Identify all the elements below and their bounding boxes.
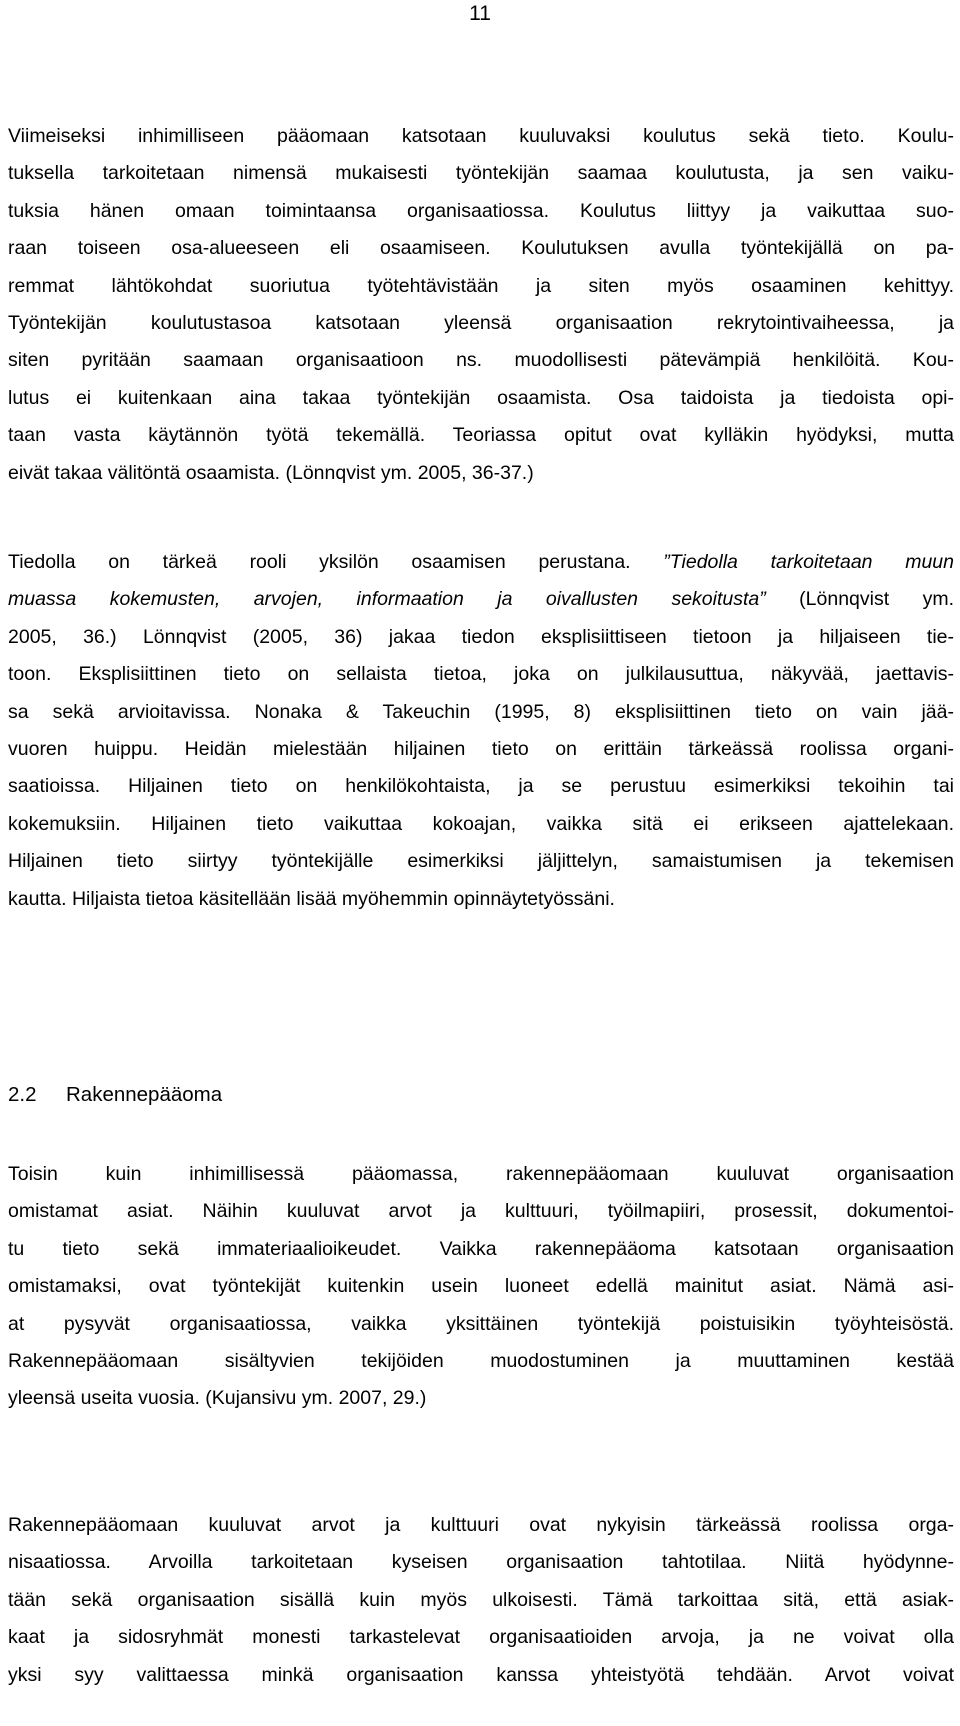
text-line: raan toiseen osa-alueeseen eli osaamiseen. Koulutuksen avulla työntekijällä on pa-: [8, 237, 954, 260]
text-line: tuksella tarkoitetaan nimensä mukaisesti työntekijän saamaa koulutusta, ja sen vaiku-: [8, 162, 954, 185]
text-line: tuksia hänen omaan toimintaansa organisaatiossa. Koulutus liittyy ja vaikuttaa suo-: [8, 199, 954, 222]
text-line: sa sekä arvioitavissa. Nonaka & Takeuchin (1995, 8) eksplisiittinen tieto on vain jää-: [8, 700, 954, 723]
text-line: eivät takaa välitöntä osaamista. (Lönnqvist ym. 2005, 36-37.): [8, 461, 534, 484]
text-line: Rakennepääomaan kuuluvat arvot ja kulttuuri ovat nykyisin tärkeässä roolissa orga-: [8, 1514, 954, 1536]
section-heading: [8, 1083, 222, 1107]
text-line: Toisin kuin inhimillisessä pääomassa, rakennepääomaan kuuluvat organisaation: [8, 1163, 954, 1185]
text-line: [8, 544, 954, 581]
text-line: toon. Eksplisiittinen tieto on sellaista tietoa, joka on julkilausuttua, näkyvää, jaettavis-: [8, 663, 954, 686]
paragraph-tieto: [8, 544, 954, 918]
paragraph-inhimillinen-paaoma: [8, 118, 954, 492]
text-line: kautta. Hiljaista tietoa käsitellään lisää myöhemmin opinnäytetyössäni.: [8, 887, 615, 910]
text-line: Työntekijän koulutustasoa katsotaan yleensä organisaation rekrytointivaiheessa, ja: [8, 312, 954, 335]
text-line: remmat lähtökohdat suoriutua työtehtävistään ja siten myös osaaminen kehittyy.: [8, 274, 954, 297]
text-line: siten pyritään saamaan organisaatioon ns. muodollisesti pätevämpiä henkilöitä. Kou-: [8, 349, 954, 372]
text-line: omistamat asiat. Näihin kuuluvat arvot ja kulttuuri, työilmapiiri, prosessit, dokumentoi-: [8, 1200, 954, 1223]
text-line: Hiljainen tieto siirtyy työntekijälle esimerkiksi jäljittelyn, samaistumisen ja tekemisen: [8, 850, 954, 873]
quotation: muassa kokemusten, arvojen, informaation ja oivallusten sekoitusta”: [8, 588, 766, 611]
text-run: Tiedolla on tärkeä rooli yksilön osaamisen perustana.: [8, 551, 664, 573]
text-line: nisaatiossa. Arvoilla tarkoitetaan kyseisen organisaation tahtotilaa. Niitä hyödynne-: [8, 1551, 954, 1574]
text-line: saatioissa. Hiljainen tieto on henkilökohtaista, ja se perustuu esimerkiksi tekoihin tai: [8, 775, 954, 798]
text-line: yleensä useita vuosia. (Kujansivu ym. 2007, 29.): [8, 1387, 427, 1410]
text-line: taan vasta käytännön työtä tekemällä. Teoriassa opitut ovat kylläkin hyödyksi, mutta: [8, 424, 954, 447]
text-line: kokemuksiin. Hiljainen tieto vaikuttaa kokoajan, vaikka sitä ei erikseen ajattelekaan.: [8, 812, 954, 835]
text-line: lutus ei kuitenkaan aina takaa työntekijän osaamista. Osa taidoista ja tiedoista opi-: [8, 386, 954, 409]
text-line: vuoren huippu. Heidän mielestään hiljainen tieto on erittäin tärkeässä roolissa organi-: [8, 738, 954, 761]
section-number: 2.2: [8, 1083, 37, 1106]
text-line: at pysyvät organisaatiossa, vaikka yksittäinen työntekijä poistuisikin työyhteisöstä.: [8, 1312, 954, 1335]
text-line: Viimeiseksi inhimilliseen pääomaan katsotaan kuuluvaksi koulutus sekä tieto. Koulu-: [8, 125, 954, 147]
citation: (Lönnqvist ym.: [765, 588, 954, 611]
text-line: tään sekä organisaation sisällä kuin myös ulkoisesti. Tämä tarkoittaa sitä, että asiak-: [8, 1588, 954, 1611]
section-title: Rakennepääoma: [66, 1083, 223, 1106]
text-line: Rakennepääomaan sisältyvien tekijöiden muodostuminen ja muuttaminen kestää: [8, 1350, 954, 1373]
text-line: 2005, 36.) Lönnqvist (2005, 36) jakaa tiedon eksplisiittiseen tietoon ja hiljaiseen tie-: [8, 625, 954, 648]
paragraph-rakennepaaoma: [8, 1156, 954, 1418]
text-line: [8, 581, 954, 618]
text-line: omistamaksi, ovat työntekijät kuitenkin usein luoneet edellä mainitut asiat. Nämä asi-: [8, 1275, 954, 1298]
paragraph-arvot-ja-kulttuuri: [8, 1507, 954, 1694]
text-line: kaat ja sidosryhmät monesti tarkastelevat organisaatioiden arvoja, ja ne voivat olla: [8, 1626, 954, 1649]
quotation: ”Tiedolla tarkoitetaan muun: [663, 551, 954, 573]
text-line: tu tieto sekä immateriaalioikeudet. Vaikka rakennepääoma katsotaan organisaation: [8, 1237, 954, 1260]
page-number: 11: [469, 2, 491, 25]
text-line: yksi syy valittaessa minkä organisaation kanssa yhteistyötä tehdään. Arvot voivat: [8, 1663, 954, 1686]
